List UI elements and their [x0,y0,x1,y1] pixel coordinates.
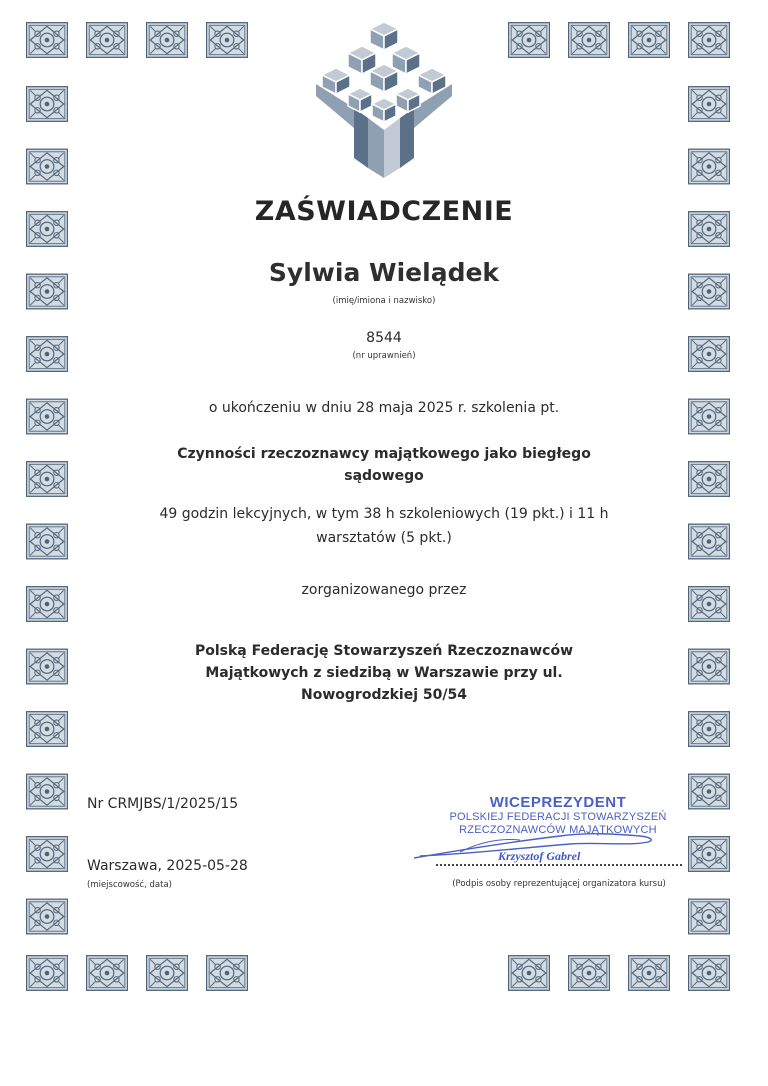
border-tile [629,956,670,991]
border-tile [509,23,550,58]
stamp-line2: RZECZOZNAWCÓW MAJĄTKOWYCH [459,824,657,836]
border-tile [27,837,68,872]
border-tile [207,23,248,58]
place-date: Warszawa, 2025-05-28 [87,858,248,874]
border-tile [27,956,68,991]
certificate-number: Nr CRMJBS/1/2025/15 [87,796,239,812]
border-tile [27,274,68,309]
course-hours-line2: warsztatów (5 pkt.) [316,530,452,546]
federation-logo [306,18,462,178]
border-tile [207,956,248,991]
border-tile [689,337,730,372]
border-tile [27,149,68,184]
name-caption: (imię/imiona i nazwisko) [332,296,436,306]
organizer [140,640,628,706]
course-hours-line1: 49 godzin lekcyjnych, w tym 38 h szkoleniowych (19 pkt.) i 11 h [159,506,609,522]
permit-number: 8544 [366,330,402,346]
course-title-line2: sądowego [344,468,424,484]
border-tile [569,956,610,991]
border-tile [27,587,68,622]
border-tile [689,587,730,622]
stamp-signer-name: Krzysztof Gabrel [498,849,581,863]
border-tile [629,23,670,58]
border-tile [689,462,730,497]
border-tile [689,399,730,434]
border-tile [27,212,68,247]
border-tile [509,956,550,991]
course-hours [140,502,628,550]
border-tile [689,837,730,872]
organizer-line2: Majątkowych z siedzibą w Warszawie przy ul. [205,665,563,681]
signature-caption: (Podpis osoby reprezentującej organizatora kursu) [452,879,666,889]
organizer-line1: Polską Federację Stowarzyszeń Rzeczoznawców [194,643,574,659]
course-title [140,443,628,487]
border-tile [27,399,68,434]
course-title-line1: Czynności rzeczoznawcy majątkowego jako biegłego [177,446,591,462]
border-tile [689,649,730,684]
organized-by-text: zorganizowanego przez [301,582,467,598]
completion-text: o ukończeniu w dniu 28 maja 2025 r. szkolenia pt. [208,400,560,416]
border-tile [27,337,68,372]
border-tile [689,274,730,309]
border-tile [689,899,730,934]
border-tile [87,956,128,991]
border-tile [27,712,68,747]
border-tile [27,23,68,58]
document-title: ZAŚWIADCZENIE [254,196,514,227]
handwritten-signature [400,812,680,872]
border-tile [689,524,730,559]
stamp-line1: POLSKIEJ FEDERACJI STOWARZYSZEŃ [449,811,667,823]
border-tile [689,23,730,58]
border-tile [27,649,68,684]
border-tile [689,212,730,247]
place-date-caption: (miejscowość, data) [87,880,172,890]
recipient-name: Sylwia Wielądek [268,258,500,287]
border-tile [87,23,128,58]
border-tile [569,23,610,58]
border-tile [27,87,68,122]
border-tile [689,712,730,747]
border-tile [689,87,730,122]
border-tile [147,23,188,58]
border-tile [27,899,68,934]
border-tile [27,774,68,809]
border-tile [689,774,730,809]
permit-caption: (nr uprawnień) [352,351,416,361]
border-tile [27,524,68,559]
border-tile [689,149,730,184]
signature-line [436,864,682,866]
border-tile [689,956,730,991]
border-tile [27,462,68,497]
organizer-line3: Nowogrodzkiej 50/54 [301,687,467,703]
stamp-title: WICEPREZYDENT [489,794,627,811]
border-tile [147,956,188,991]
